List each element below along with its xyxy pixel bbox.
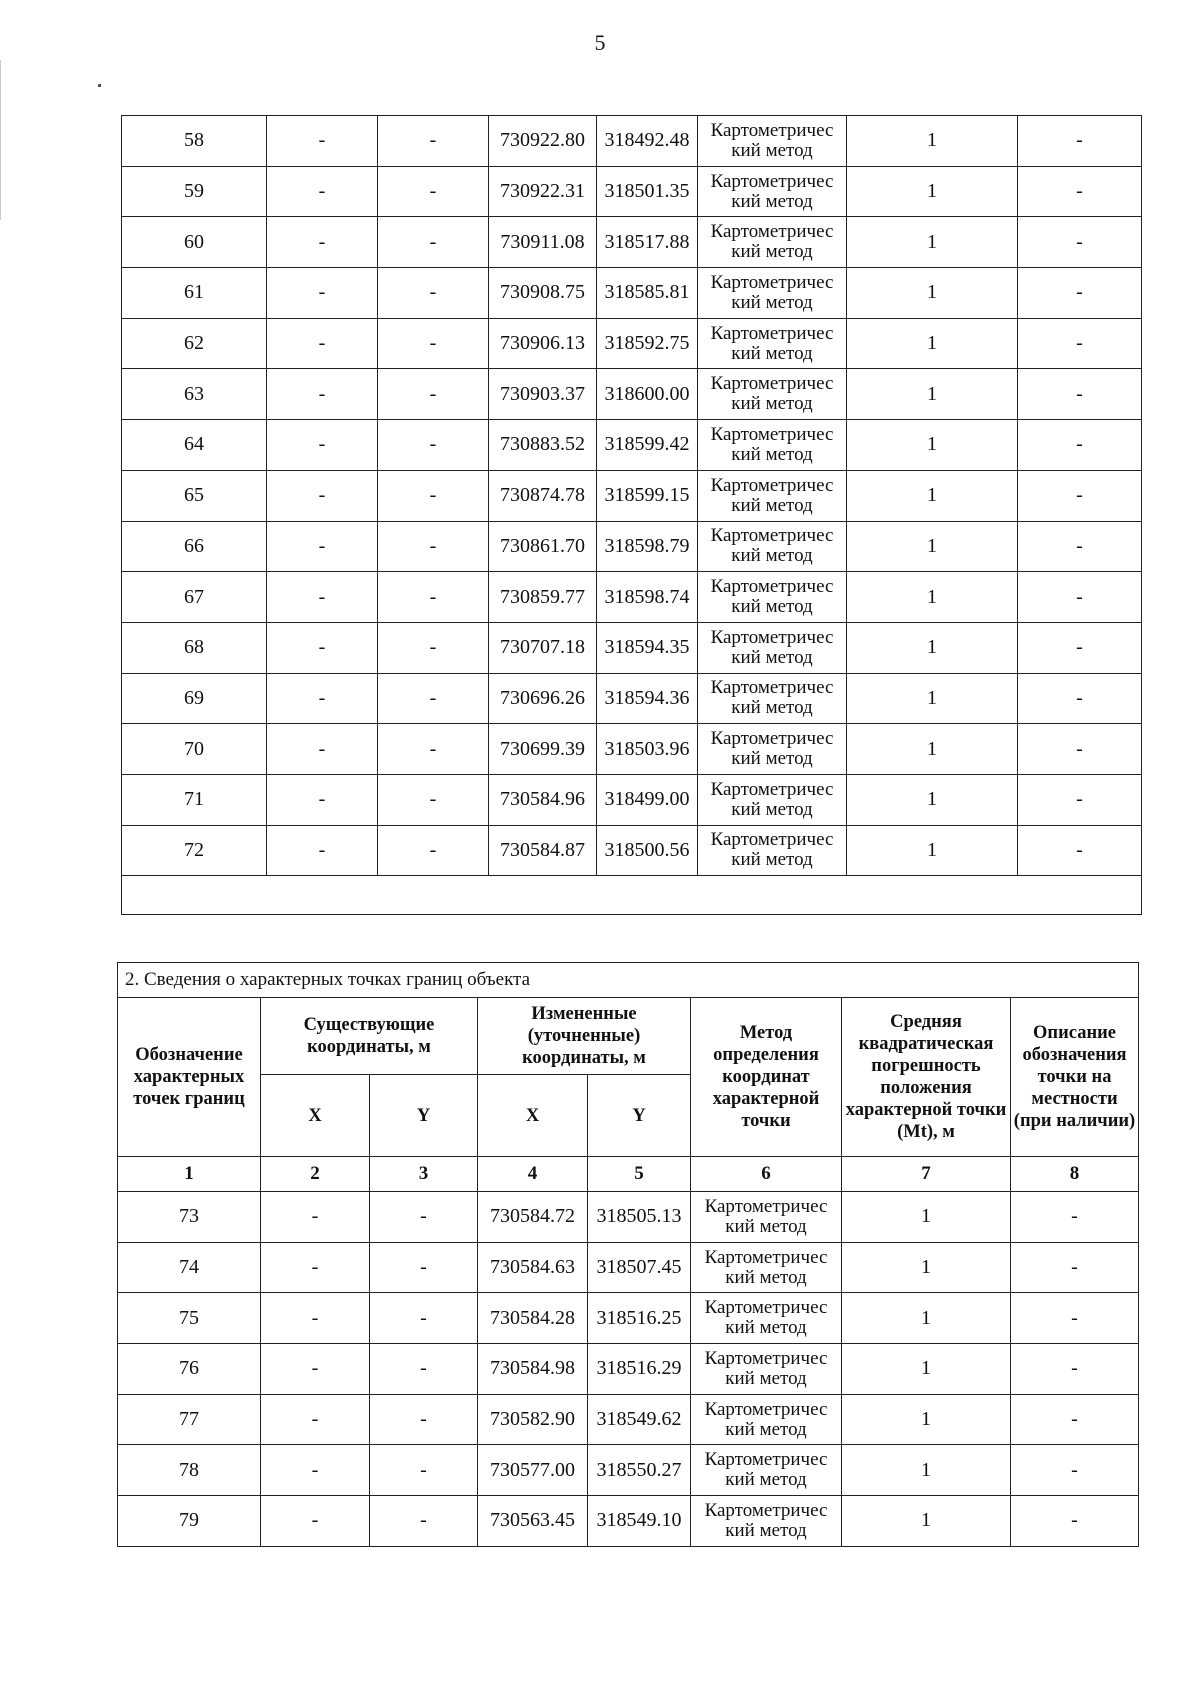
- cell-mt: 1: [847, 116, 1018, 167]
- cell-existing-y: -: [370, 1344, 478, 1395]
- cell-x-coordinate: 730584.72: [478, 1192, 588, 1243]
- table-row: [118, 1344, 1139, 1395]
- method-line-2: кий метод: [731, 139, 813, 161]
- cell-existing-x: -: [267, 622, 378, 673]
- cell-existing-x: -: [261, 1192, 370, 1243]
- method-line-2: кий метод: [731, 190, 813, 212]
- cell-mt: 1: [847, 369, 1018, 420]
- cell-description: -: [1018, 774, 1142, 825]
- cell-x-coordinate: 730707.18: [489, 622, 597, 673]
- cell-existing-y: -: [370, 1496, 478, 1547]
- cell-point-number: 76: [118, 1344, 261, 1395]
- method-line-2: кий метод: [731, 291, 813, 313]
- method-line-1: Картометричес: [710, 525, 834, 547]
- cell-mt: 1: [847, 166, 1018, 217]
- cell-existing-y: -: [378, 318, 489, 369]
- cell-existing-x: -: [261, 1344, 370, 1395]
- cell-mt: 1: [847, 724, 1018, 775]
- cell-x-coordinate: 730906.13: [489, 318, 597, 369]
- cell-point-number: 61: [122, 268, 267, 319]
- method-line-1: Картометричес: [710, 576, 834, 598]
- cell-description: -: [1018, 572, 1142, 623]
- method-line-1: Картометричес: [710, 271, 834, 293]
- cell-x-coordinate: 730699.39: [489, 724, 597, 775]
- cell-x-coordinate: 730922.80: [489, 116, 597, 167]
- scan-edge-mark: [0, 60, 1, 220]
- cell-existing-x: -: [261, 1445, 370, 1496]
- cell-method: [691, 1445, 842, 1496]
- cell-existing-x: -: [261, 1496, 370, 1547]
- cell-x-coordinate: 730874.78: [489, 470, 597, 521]
- cell-existing-y: -: [378, 622, 489, 673]
- cell-point-number: 69: [122, 673, 267, 724]
- cell-existing-y: -: [378, 572, 489, 623]
- cell-y-coordinate: 318598.79: [597, 521, 698, 572]
- cell-y-coordinate: 318501.35: [597, 166, 698, 217]
- cell-y-coordinate: 318600.00: [597, 369, 698, 420]
- cell-y-coordinate: 318516.25: [588, 1293, 691, 1344]
- cell-existing-y: -: [370, 1394, 478, 1445]
- cell-existing-y: -: [370, 1242, 478, 1293]
- method-line-2: кий метод: [731, 393, 813, 415]
- cell-description: -: [1018, 521, 1142, 572]
- cell-existing-x: -: [267, 572, 378, 623]
- method-line-1: Картометричес: [704, 1297, 828, 1319]
- table-caption-row: [118, 963, 1139, 998]
- table-row: [118, 1496, 1139, 1547]
- cell-description: -: [1011, 1242, 1139, 1293]
- cell-mt: 1: [847, 622, 1018, 673]
- cell-method: [691, 1394, 842, 1445]
- cell-point-number: 64: [122, 420, 267, 471]
- cell-point-number: 63: [122, 369, 267, 420]
- cell-point-number: 74: [118, 1242, 261, 1293]
- method-line-2: кий метод: [731, 798, 813, 820]
- cell-existing-y: -: [378, 420, 489, 471]
- column-number: 7: [842, 1157, 1011, 1192]
- cell-y-coordinate: 318599.15: [597, 470, 698, 521]
- cell-method: [698, 268, 847, 319]
- method-line-1: Картометричес: [704, 1195, 828, 1217]
- cell-y-coordinate: 318516.29: [588, 1344, 691, 1395]
- method-line-2: кий метод: [731, 849, 813, 871]
- cell-point-number: 75: [118, 1293, 261, 1344]
- cell-method: [698, 116, 847, 167]
- cell-y-coordinate: 318503.96: [597, 724, 698, 775]
- cell-mt: 1: [842, 1192, 1011, 1243]
- table-row: [118, 1445, 1139, 1496]
- cell-description: -: [1018, 217, 1142, 268]
- method-line-1: Картометричес: [710, 322, 834, 344]
- page-number: 5: [594, 30, 606, 55]
- table-row: [118, 1293, 1139, 1344]
- cell-point-number: 62: [122, 318, 267, 369]
- cell-description: -: [1011, 1293, 1139, 1344]
- column-number: 2: [261, 1157, 370, 1192]
- cell-point-number: 73: [118, 1192, 261, 1243]
- column-number: 5: [588, 1157, 691, 1192]
- method-line-1: Картометричес: [710, 626, 834, 648]
- method-line-1: Картометричес: [704, 1499, 828, 1521]
- cell-point-number: 60: [122, 217, 267, 268]
- header-changed-y: Y: [588, 1075, 691, 1157]
- cell-description: -: [1018, 622, 1142, 673]
- table-row: [122, 521, 1142, 572]
- method-line-2: кий метод: [731, 697, 813, 719]
- cell-mt: 1: [847, 521, 1018, 572]
- cell-description: -: [1018, 470, 1142, 521]
- cell-x-coordinate: 730903.37: [489, 369, 597, 420]
- cell-mt: 1: [842, 1496, 1011, 1547]
- cell-x-coordinate: 730584.87: [489, 825, 597, 876]
- cell-x-coordinate: 730922.31: [489, 166, 597, 217]
- cell-method: [698, 774, 847, 825]
- cell-existing-y: -: [378, 166, 489, 217]
- cell-point-number: 79: [118, 1496, 261, 1547]
- cell-mt: 1: [847, 572, 1018, 623]
- cell-x-coordinate: 730908.75: [489, 268, 597, 319]
- table-row: [122, 774, 1142, 825]
- cell-existing-x: -: [267, 673, 378, 724]
- method-line-1: Картометричес: [710, 221, 834, 243]
- method-line-2: кий метод: [731, 545, 813, 567]
- header-method: Метод определения координат характерной точки: [691, 998, 842, 1157]
- cell-point-number: 68: [122, 622, 267, 673]
- cell-y-coordinate: 318592.75: [597, 318, 698, 369]
- cell-method: [698, 217, 847, 268]
- cell-mt: 1: [847, 470, 1018, 521]
- method-line-2: кий метод: [725, 1418, 807, 1440]
- cell-existing-x: -: [267, 116, 378, 167]
- cell-x-coordinate: 730577.00: [478, 1445, 588, 1496]
- boundary-points-table: [117, 962, 1139, 1547]
- cell-x-coordinate: 730584.63: [478, 1242, 588, 1293]
- cell-description: -: [1018, 420, 1142, 471]
- cell-x-coordinate: 730696.26: [489, 673, 597, 724]
- header-mt: Средняя квадратическая погрешность положения характерной точки (Mt), м: [842, 998, 1011, 1157]
- method-line-2: кий метод: [731, 241, 813, 263]
- table-caption: 2. Сведения о характерных точках границ объекта: [118, 963, 1139, 998]
- table-row: [122, 369, 1142, 420]
- boundary-points-table-continued: [121, 115, 1142, 915]
- cell-y-coordinate: 318599.42: [597, 420, 698, 471]
- cell-y-coordinate: 318549.10: [588, 1496, 691, 1547]
- method-line-1: Картометричес: [704, 1347, 828, 1369]
- cell-existing-y: -: [370, 1293, 478, 1344]
- cell-x-coordinate: 730584.96: [489, 774, 597, 825]
- cell-x-coordinate: 730584.28: [478, 1293, 588, 1344]
- method-line-1: Картометричес: [704, 1246, 828, 1268]
- cell-existing-y: -: [378, 724, 489, 775]
- cell-mt: 1: [847, 318, 1018, 369]
- table-row: [122, 217, 1142, 268]
- table-row: [122, 116, 1142, 167]
- cell-description: -: [1018, 673, 1142, 724]
- header-existing-coordinates: Существующие координаты, м: [261, 998, 478, 1075]
- cell-existing-x: -: [261, 1293, 370, 1344]
- column-number: 3: [370, 1157, 478, 1192]
- cell-mt: 1: [847, 825, 1018, 876]
- cell-method: [698, 825, 847, 876]
- method-line-1: Картометричес: [710, 829, 834, 851]
- cell-existing-x: -: [267, 774, 378, 825]
- cell-mt: 1: [842, 1344, 1011, 1395]
- method-line-1: Картометричес: [710, 423, 834, 445]
- cell-existing-y: -: [378, 470, 489, 521]
- cell-method: [698, 369, 847, 420]
- cell-method: [691, 1192, 842, 1243]
- cell-point-number: 66: [122, 521, 267, 572]
- cell-point-number: 67: [122, 572, 267, 623]
- table-row: [122, 673, 1142, 724]
- cell-mt: 1: [847, 774, 1018, 825]
- cell-existing-y: -: [378, 825, 489, 876]
- method-line-1: Картометричес: [710, 170, 834, 192]
- method-line-2: кий метод: [731, 748, 813, 770]
- cell-existing-y: -: [378, 116, 489, 167]
- header-changed-x: X: [478, 1075, 588, 1157]
- method-line-2: кий метод: [725, 1469, 807, 1491]
- table-row: [122, 166, 1142, 217]
- method-line-1: Картометричес: [704, 1449, 828, 1471]
- cell-existing-x: -: [267, 724, 378, 775]
- table-row: [122, 470, 1142, 521]
- cell-description: -: [1018, 369, 1142, 420]
- method-line-2: кий метод: [731, 443, 813, 465]
- column-number-row: [118, 1157, 1139, 1192]
- cell-y-coordinate: 318505.13: [588, 1192, 691, 1243]
- cell-point-number: 72: [122, 825, 267, 876]
- cell-method: [691, 1344, 842, 1395]
- method-line-2: кий метод: [725, 1519, 807, 1541]
- cell-method: [691, 1242, 842, 1293]
- cell-method: [698, 622, 847, 673]
- method-line-2: кий метод: [725, 1215, 807, 1237]
- table-row: [122, 825, 1142, 876]
- cell-mt: 1: [847, 673, 1018, 724]
- cell-y-coordinate: 318500.56: [597, 825, 698, 876]
- cell-method: [691, 1293, 842, 1344]
- cell-x-coordinate: 730911.08: [489, 217, 597, 268]
- cell-y-coordinate: 318507.45: [588, 1242, 691, 1293]
- method-line-2: кий метод: [731, 646, 813, 668]
- header-changed-coordinates: Измененные (уточненные) координаты, м: [478, 998, 691, 1075]
- cell-description: -: [1011, 1445, 1139, 1496]
- table-row: [122, 420, 1142, 471]
- cell-existing-y: -: [378, 369, 489, 420]
- column-number: 8: [1011, 1157, 1139, 1192]
- table-row: [118, 1192, 1139, 1243]
- table-row: [122, 268, 1142, 319]
- method-line-1: Картометричес: [710, 373, 834, 395]
- cell-method: [691, 1496, 842, 1547]
- header-point-designation: Обозначение характерных точек границ: [118, 998, 261, 1157]
- cell-mt: 1: [842, 1445, 1011, 1496]
- method-line-2: кий метод: [731, 494, 813, 516]
- method-line-2: кий метод: [725, 1266, 807, 1288]
- table-row: [122, 318, 1142, 369]
- method-line-1: Картометричес: [704, 1398, 828, 1420]
- header-description: Описание обозначения точки на местности (при наличии): [1011, 998, 1139, 1157]
- cell-existing-x: -: [261, 1242, 370, 1293]
- cell-x-coordinate: 730859.77: [489, 572, 597, 623]
- cell-point-number: 70: [122, 724, 267, 775]
- method-line-2: кий метод: [725, 1367, 807, 1389]
- cell-y-coordinate: 318517.88: [597, 217, 698, 268]
- cell-x-coordinate: 730563.45: [478, 1496, 588, 1547]
- method-line-1: Картометричес: [710, 728, 834, 750]
- cell-description: -: [1018, 268, 1142, 319]
- cell-x-coordinate: 730582.90: [478, 1394, 588, 1445]
- cell-existing-x: -: [267, 217, 378, 268]
- cell-mt: 1: [847, 420, 1018, 471]
- cell-description: -: [1011, 1344, 1139, 1395]
- cell-mt: 1: [842, 1394, 1011, 1445]
- table-empty-row: [122, 876, 1142, 915]
- cell-mt: 1: [847, 268, 1018, 319]
- cell-existing-y: -: [378, 521, 489, 572]
- cell-method: [698, 521, 847, 572]
- cell-existing-y: -: [378, 673, 489, 724]
- table-row: [118, 1394, 1139, 1445]
- scan-dot-mark: [98, 84, 101, 87]
- table-header-row: [118, 998, 1139, 1075]
- cell-x-coordinate: 730883.52: [489, 420, 597, 471]
- cell-y-coordinate: 318594.36: [597, 673, 698, 724]
- cell-mt: 1: [847, 217, 1018, 268]
- cell-existing-x: -: [267, 521, 378, 572]
- cell-x-coordinate: 730861.70: [489, 521, 597, 572]
- table-row: [122, 724, 1142, 775]
- cell-y-coordinate: 318585.81: [597, 268, 698, 319]
- cell-point-number: 71: [122, 774, 267, 825]
- cell-method: [698, 166, 847, 217]
- cell-method: [698, 673, 847, 724]
- cell-description: -: [1018, 724, 1142, 775]
- cell-y-coordinate: 318499.00: [597, 774, 698, 825]
- cell-method: [698, 724, 847, 775]
- cell-method: [698, 572, 847, 623]
- header-existing-y: Y: [370, 1075, 478, 1157]
- cell-description: -: [1011, 1394, 1139, 1445]
- cell-description: -: [1018, 116, 1142, 167]
- cell-y-coordinate: 318549.62: [588, 1394, 691, 1445]
- method-line-1: Картометричес: [710, 119, 834, 141]
- column-number: 4: [478, 1157, 588, 1192]
- cell-existing-x: -: [267, 369, 378, 420]
- cell-mt: 1: [842, 1293, 1011, 1344]
- cell-existing-x: -: [261, 1394, 370, 1445]
- method-line-1: Картометричес: [710, 778, 834, 800]
- method-line-2: кий метод: [731, 342, 813, 364]
- cell-existing-y: -: [370, 1192, 478, 1243]
- cell-y-coordinate: 318550.27: [588, 1445, 691, 1496]
- cell-description: -: [1011, 1192, 1139, 1243]
- cell-existing-y: -: [378, 268, 489, 319]
- header-existing-x: X: [261, 1075, 370, 1157]
- column-number: 1: [118, 1157, 261, 1192]
- cell-mt: 1: [842, 1242, 1011, 1293]
- cell-method: [698, 470, 847, 521]
- cell-existing-x: -: [267, 470, 378, 521]
- cell-existing-x: -: [267, 420, 378, 471]
- table-row: [118, 1242, 1139, 1293]
- cell-method: [698, 318, 847, 369]
- cell-description: -: [1018, 318, 1142, 369]
- cell-existing-x: -: [267, 166, 378, 217]
- column-number: 6: [691, 1157, 842, 1192]
- table-row: [122, 572, 1142, 623]
- cell-point-number: 77: [118, 1394, 261, 1445]
- cell-point-number: 59: [122, 166, 267, 217]
- cell-existing-x: -: [267, 268, 378, 319]
- cell-point-number: 58: [122, 116, 267, 167]
- method-line-1: Картометричес: [710, 677, 834, 699]
- method-line-2: кий метод: [725, 1317, 807, 1339]
- method-line-1: Картометричес: [710, 474, 834, 496]
- cell-y-coordinate: 318594.35: [597, 622, 698, 673]
- cell-description: -: [1018, 825, 1142, 876]
- cell-description: -: [1018, 166, 1142, 217]
- cell-x-coordinate: 730584.98: [478, 1344, 588, 1395]
- cell-existing-x: -: [267, 825, 378, 876]
- cell-y-coordinate: 318598.74: [597, 572, 698, 623]
- cell-point-number: 78: [118, 1445, 261, 1496]
- cell-point-number: 65: [122, 470, 267, 521]
- cell-existing-y: -: [370, 1445, 478, 1496]
- cell-existing-y: -: [378, 217, 489, 268]
- cell-existing-y: -: [378, 774, 489, 825]
- table-row: [122, 622, 1142, 673]
- cell-existing-x: -: [267, 318, 378, 369]
- cell-y-coordinate: 318492.48: [597, 116, 698, 167]
- cell-description: -: [1011, 1496, 1139, 1547]
- cell-method: [698, 420, 847, 471]
- method-line-2: кий метод: [731, 596, 813, 618]
